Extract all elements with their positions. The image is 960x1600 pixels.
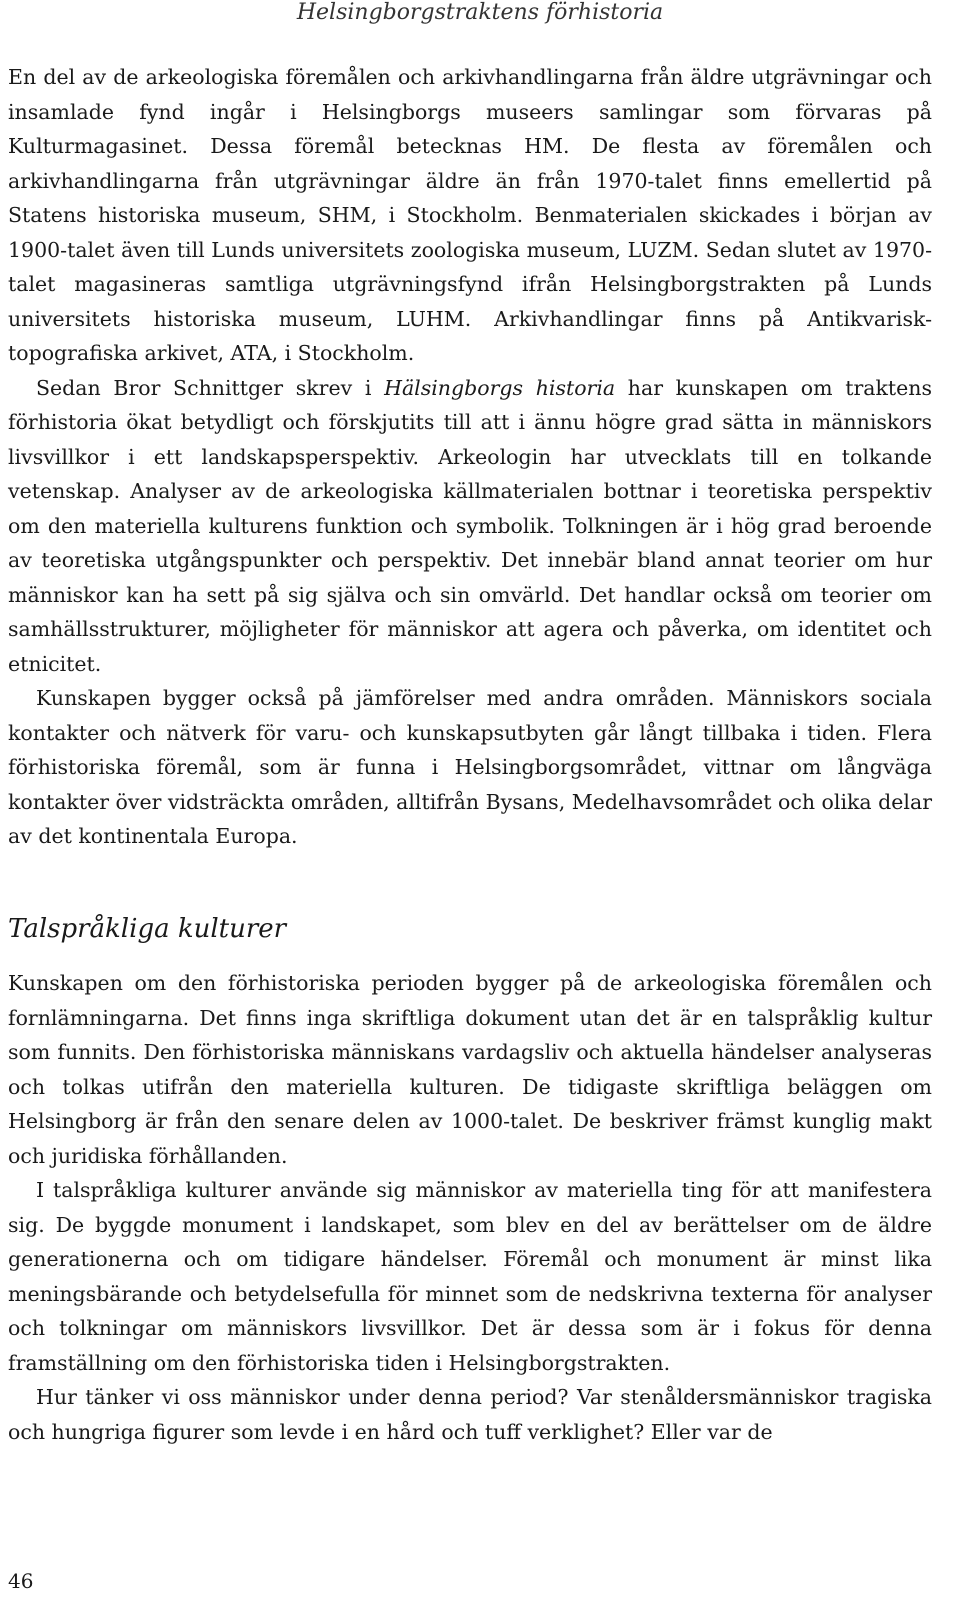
paragraph: Kunskapen bygger också på jämförelser med andra områden. Människors sociala kontakter och nätverk för varu- och kunskapsutbyten går långt tillbaka i tiden. Flera förhistoriska föremål, som är funna i Helsingborgsområdet, vittnar om långväga kontakter över vidsträckta områden, alltifrån Bysans, Medelhavsområdet och olika delar av det kontinentala Europa. (8, 686, 932, 848)
paragraph-text: Sedan Bror Schnittger skrev i (36, 375, 385, 400)
section-intro (8, 60, 932, 854)
paragraph-text: har kunskapen om traktens förhistoria ökat betydligt och förskjutits till att i ännu högre grad sätta in människors livsvillkor i ett landskapsperspektiv. Arkeologin har utvecklats till en tolkande vetenskap. Analyser av de arkeologiska källmaterialen bottnar i teoretiska perspektiv om den materiella kulturens funktion och symbolik. Tolkningen är i hög grad beroende av teoretiska utgångspunkter och perspektiv. Det innebär bland annat teorier om hur människor kan ha sett på sig själva och sin omvärld. Det handlar också om teorier om samhällsstrukturer, möjligheter för människor att agera och påverka, om identitet och etnicitet. (8, 375, 933, 676)
paragraph: Hur tänker vi oss människor under denna period? Var stenåldersmänniskor tragiska och hungriga figurer som levde i en hård och tuff verklighet? Eller var de (8, 1385, 932, 1444)
paragraph (8, 371, 932, 682)
book-title: Hälsingborgs historia (384, 375, 616, 400)
section-talsprakliga-kulturer (8, 966, 932, 1449)
paragraph: Kunskapen om den förhistoriska perioden bygger på de arkeologiska föremålen och fornlämningarna. Det finns inga skriftliga dokument utan det är en talspråklig kultur som funnits. Den förhistoriska människans vardagsliv och aktuella händelser analyseras och tolkas utifrån den materiella kulturen. De tidigaste skriftliga beläggen om Helsingborg är från den senare delen av 1000-talet. De beskriver främst kunglig makt och juridiska förhållanden. (8, 971, 932, 1168)
paragraph: En del av de arkeologiska föremålen och arkivhandlingarna från äldre utgrävningar och insamlade fynd ingår i Helsingborgs museers samlingar som förvaras på Kulturmagasinet. Dessa föremål betecknas HM. De flesta av föremålen och arkivhandlingarna från utgrävningar äldre än från 1970-talet finns emellertid på Statens historiska museum, SHM, i Stockholm. Benmaterialen skickades i början av 1900-talet även till Lunds universitets zoologiska museum, LUZM. Sedan slutet av 1970-talet magasineras samtliga utgrävningsfynd ifrån Helsingborgstrakten på Lunds universitets historiska museum, LUHM. Arkivhandlingar finns på Antikvarisk-topografiska arkivet, ATA, i Stockholm. (8, 65, 932, 365)
page-number: 46 (8, 1569, 34, 1593)
paragraph: I talspråkliga kulturer använde sig människor av materiella ting för att manifestera sig. De byggde monument i landskapet, som blev en del av berättelser om de äldre generationerna och om tidigare händelser. Föremål och monument är minst lika meningsbärande och betydelsefulla för minnet som de nedskrivna texterna för analyser och tolkningar om människors livsvillkor. Det är dessa som är i fokus för denna framställning om den förhistoriska tiden i Helsingborgstrakten. (8, 1178, 932, 1375)
section-heading: Talspråkliga kulturer (8, 914, 287, 944)
running-head: Helsingborgstraktens förhistoria (296, 0, 664, 25)
